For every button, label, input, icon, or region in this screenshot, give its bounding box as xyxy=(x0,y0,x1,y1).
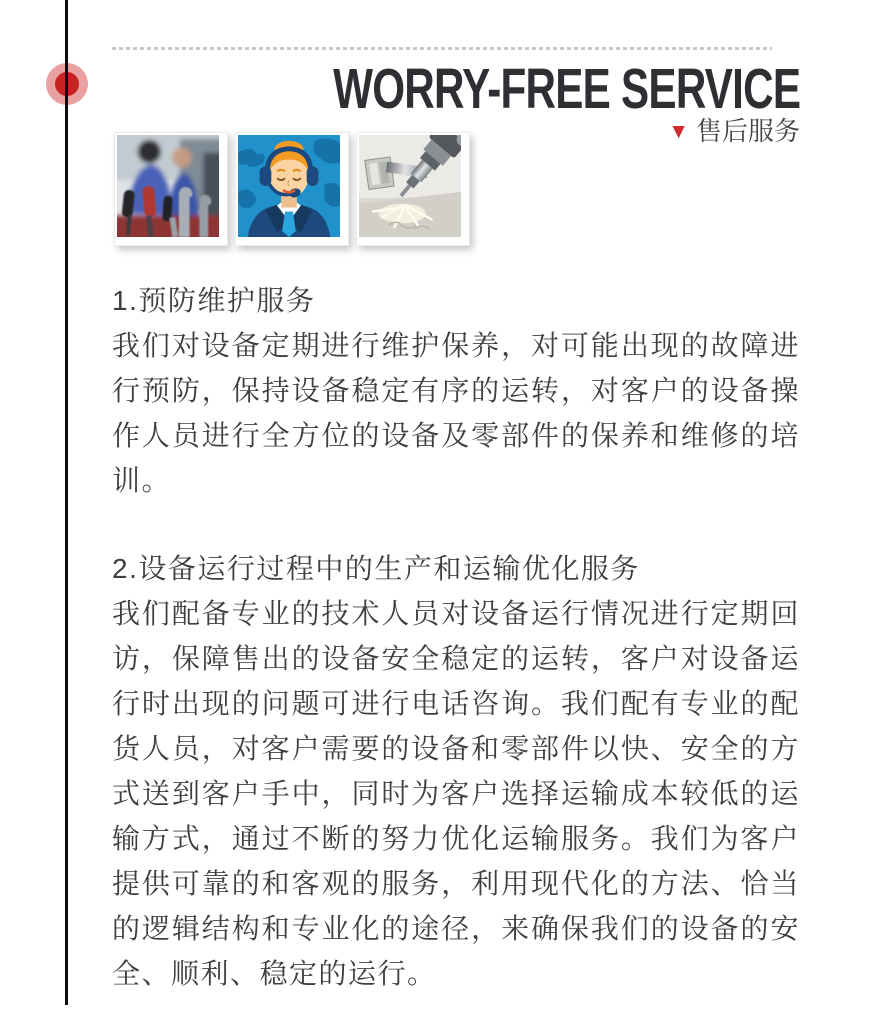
triangle-down-icon: ▼ xyxy=(668,120,689,143)
image-gallery xyxy=(114,132,470,246)
section-1-heading: 1.预防维护服务 xyxy=(112,285,316,316)
section-2-heading: 2.设备运行过程中的生产和运输优化服务 xyxy=(112,553,640,584)
section-1-body: 我们对设备定期进行维护保养，对可能出现的故障进行预防，保持设备稳定有序的运转，对客户的设备操作人员进行全方位的设备及零部件的保养和维修的培训。 xyxy=(112,330,800,496)
content-column xyxy=(112,47,800,996)
cnc-machine-graphic xyxy=(359,135,461,237)
service-section-2 xyxy=(112,546,800,996)
left-accent-line xyxy=(65,0,68,1005)
gallery-image-technicians xyxy=(114,132,228,246)
subtitle-text: 售后服务 xyxy=(695,116,800,146)
gallery-image-customer-service xyxy=(235,132,349,246)
subtitle xyxy=(668,117,800,146)
section-header xyxy=(112,47,800,247)
service-sections xyxy=(112,278,800,996)
service-section-1 xyxy=(112,278,800,503)
page-title: WORRY-FREE SERVICE xyxy=(332,57,800,121)
gallery-image-machine xyxy=(356,132,470,246)
customer-service-agent-graphic xyxy=(238,135,340,237)
dotted-divider xyxy=(112,47,772,50)
technicians-photo-graphic xyxy=(117,135,219,237)
section-2-body: 我们配备专业的技术人员对设备运行情况进行定期回访，保障售出的设备安全稳定的运转，客户对设备运行时出现的问题可进行电话咨询。我们配有专业的配货人员，对客户需要的设备和零部件以快、安全的方式送到客户手中，同时为客户选择运输成本较低的运输方式，通过不断的努力优化运输服务。我们为客户提供可靠的和客观的服务，利用现代化的方法、恰当的逻辑结构和专业化的途径，来确保我们的设备的安全、顺利、稳定的运行。 xyxy=(112,598,800,989)
